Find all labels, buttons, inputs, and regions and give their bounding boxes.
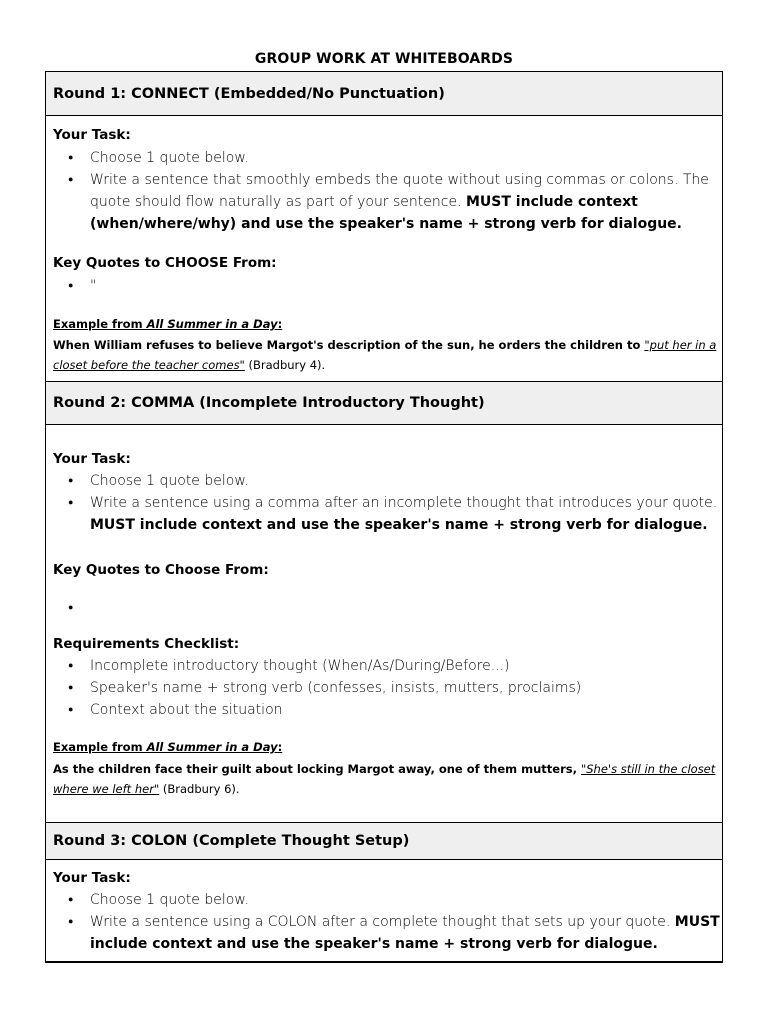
list-item: ● ": [90, 275, 96, 297]
worksheet-table: [45, 71, 723, 963]
round-2-title: Round 2: COMMA (Incomplete Introductory Thought): [53, 395, 485, 411]
list-item: ● Write a sentence using a COLON after a complete thought that sets up your quote. MUST include context and use the speaker's name + strong verb for dialogue.: [90, 911, 720, 955]
list-item: ● Choose 1 quote below.: [90, 470, 720, 492]
round-2-checklist-label: Requirements Checklist:: [53, 636, 240, 652]
round-2-checklist: [53, 655, 720, 721]
round-1-quotes-label: Key Quotes to CHOOSE From:: [53, 255, 277, 271]
round-2-example-text: As the children face their guilt about locking Margot away, one of them mutters, "She's still in the closet where we left her" (Bradbury 6).: [53, 762, 716, 796]
round-2-task-list: [53, 470, 720, 536]
list-item: ● Context about the situation: [90, 699, 720, 721]
round-1-body: [46, 116, 722, 381]
list-item: ● Choose 1 quote below.: [90, 147, 710, 169]
round-3-task-label: Your Task:: [53, 870, 131, 886]
round-1-header: [46, 72, 722, 116]
round-3-task-list: [53, 889, 720, 955]
round-3-body: [46, 860, 722, 961]
round-2-task-label: Your Task:: [53, 451, 131, 467]
list-item: ● Choose 1 quote below.: [90, 889, 720, 911]
round-1-task-label: Your Task:: [53, 127, 131, 143]
round-2-header: [46, 381, 722, 425]
list-item: ● Speaker's name + strong verb (confesses, insists, mutters, proclaims): [90, 677, 720, 699]
round-3-header: [46, 822, 722, 860]
round-3-title: Round 3: COLON (Complete Thought Setup): [53, 833, 410, 849]
round-2-quotes-label: Key Quotes to Choose From:: [53, 562, 269, 578]
list-item: ● Write a sentence using a comma after an incomplete thought that introduces your quote. MUST include context and use the speaker's name + strong verb for dialogue.: [90, 492, 720, 536]
round-1-quote-list: [53, 275, 96, 297]
page-title: GROUP WORK AT WHITEBOARDS: [254, 51, 514, 67]
round-2-body: [46, 425, 722, 822]
round-2-example-label: Example from All Summer in a Day:: [53, 740, 283, 754]
list-item: ● Incomplete introductory thought (When/As/During/Before...): [90, 655, 720, 677]
round-1-task-list: [53, 147, 710, 235]
round-1-title: Round 1: CONNECT (Embedded/No Punctuation): [53, 85, 445, 102]
round-1-example-text: When William refuses to believe Margot's description of the sun, he orders the children to "put her in a closet before the teacher comes" (Bradbury 4).: [53, 338, 717, 372]
list-item: ● Write a sentence that smoothly embeds the quote without using commas or colons. The quote should flow naturally as part of your sentence. MUST include context (when/where/why) and use the speaker's name + strong verb for dialogue.: [90, 169, 710, 235]
round-1-example-label: Example from All Summer in a Day:: [53, 317, 283, 331]
